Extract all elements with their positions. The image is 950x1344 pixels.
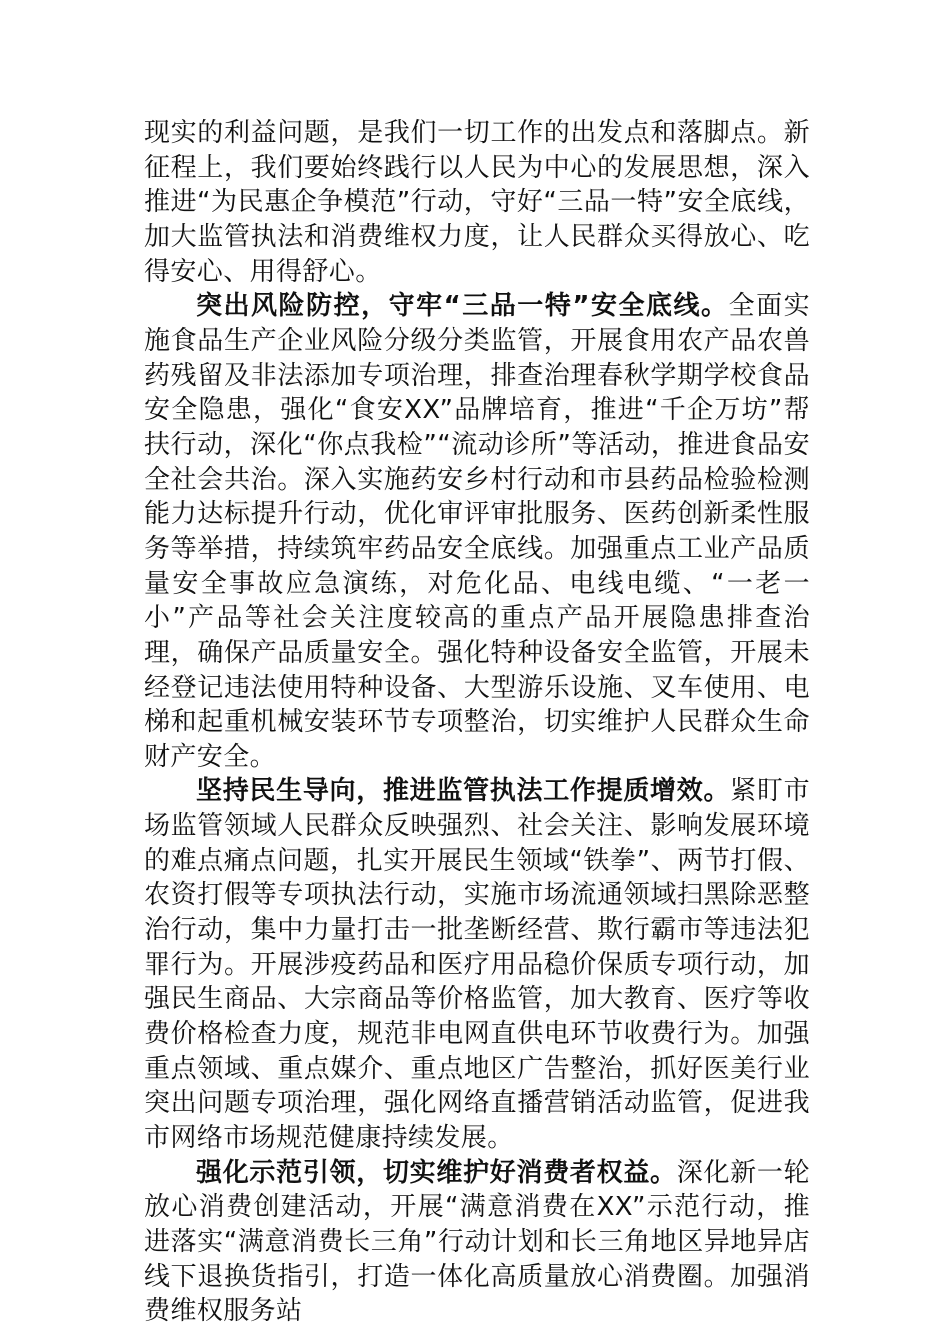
paragraph-intro	[144, 116, 810, 289]
paragraph-heading: 突出风险防控，守牢“三品一特”安全底线。	[196, 291, 729, 322]
paragraph-text: 紧盯市场监管领域人民群众反映强烈、社会关注、影响发展环境的难点痛点问题，扎实开展民生领域“铁拳”、两节打假、农资打假等专项执法行动，实施市场流通领域扫黑除恶整治行动，集中力量打击一批垄断经营、欺行霸市等违法犯罪行为。开展涉疫药品和医疗用品稳价保质专项行动，加强民生商品、大宗商品等价格监管，加大教育、医疗等收费价格检查力度，规范非电网直供电环节收费行为。加强重点领域、重点媒介、重点地区广告整治，抓好医美行业突出问题专项治理，强化网络直播营销活动监管，促进我市网络市场规范健康持续发展。	[144, 776, 810, 1154]
paragraph-text: 现实的利益问题，是我们一切工作的出发点和落脚点。新征程上，我们要始终践行以人民为中心的发展思想，深入推进“为民惠企争模范”行动，守好“三品一特”安全底线，加大监管执法和消费维权力度，让人民群众买得放心、吃得安心、用得舒心。	[144, 118, 810, 287]
paragraph-text: 深化新一轮放心消费创建活动，开展“满意消费在XX”示范行动，推进落实“满意消费长三角”行动计划和长三角地区异地异店线下退换货指引，打造一体化高质量放心消费圈。加强消费维权服务站	[144, 1157, 810, 1327]
paragraph-consumer-rights	[144, 1156, 810, 1329]
paragraph-heading: 强化示范引领，切实维护好消费者权益。	[196, 1157, 677, 1188]
paragraph-risk-control	[144, 289, 810, 774]
paragraph-enforcement	[144, 774, 810, 1155]
paragraph-text: 全面实施食品生产企业风险分级分类监管，开展食用农产品农兽药残留及非法添加专项治理，排查治理春秋学期学校食品安全隐患，强化“食安XX”品牌培育，推进“千企万坊”帮扶行动，深化“你点我检”“流动诊所”等活动，推进食品安全社会共治。深入实施药安乡村行动和市县药品检验检测能力达标提升行动，优化审评审批服务、医药创新柔性服务等举措，持续筑牢药品安全底线。加强重点工业产品质量安全事故应急演练，对危化品、电线电缆、“一老一小”产品等社会关注度较高的重点产品开展隐患排查治理，确保产品质量安全。强化特种设备安全监管，开展未经登记违法使用特种设备、大型游乐设施、叉车使用、电梯和起重机械安装环节专项整治，切实维护人民群众生命财产安全。	[144, 291, 810, 772]
document-body	[144, 116, 810, 1329]
paragraph-heading: 坚持民生导向，推进监管执法工作提质增效。	[196, 776, 731, 807]
